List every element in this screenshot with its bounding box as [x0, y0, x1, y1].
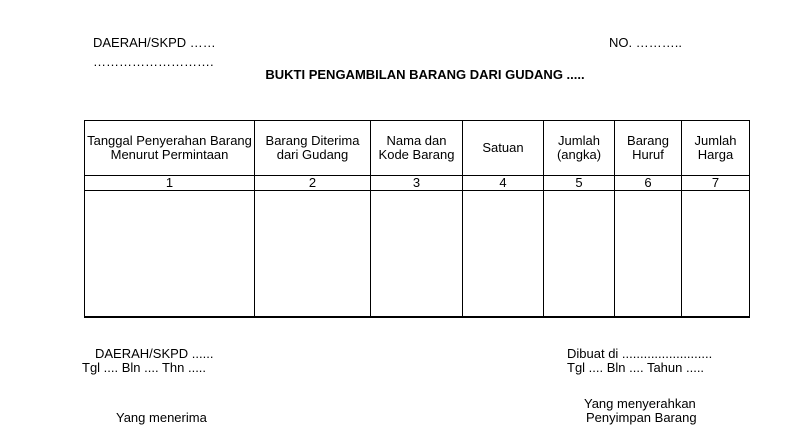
- footer-yang-menyerahkan: Yang menyerahkan: [584, 396, 696, 411]
- column-header: Barang Huruf: [615, 121, 682, 176]
- column-header: Jumlah (angka): [544, 121, 615, 176]
- table-number-row: [85, 176, 750, 191]
- table-header-row: [85, 121, 750, 176]
- goods-table: [84, 120, 750, 318]
- footer-right-date: Tgl .... Bln .... Tahun .....: [567, 360, 705, 375]
- footer-left-date: Tgl .... Bln .... Thn .....: [82, 360, 207, 375]
- table-cell: [682, 191, 750, 318]
- table-cell: [544, 191, 615, 318]
- footer-penyimpan-barang: Penyimpan Barang: [586, 410, 697, 425]
- column-number: 6: [615, 176, 682, 191]
- column-header: Satuan: [463, 121, 544, 176]
- table-row: [85, 191, 750, 318]
- document-title: BUKTI PENGAMBILAN BARANG DARI GUDANG .....: [265, 67, 585, 82]
- table-cell: [371, 191, 463, 318]
- column-header: Jumlah Harga: [682, 121, 750, 176]
- column-header: Barang Diterima dari Gudang: [255, 121, 371, 176]
- column-header: Nama dan Kode Barang: [371, 121, 463, 176]
- column-number: 1: [85, 176, 255, 191]
- table-cell: [615, 191, 682, 318]
- table-cell: [255, 191, 371, 318]
- column-number: 2: [255, 176, 371, 191]
- column-number: 3: [371, 176, 463, 191]
- document-number: NO. ………..: [609, 35, 682, 50]
- daerah-skpd-label: DAERAH/SKPD ……: [93, 35, 216, 50]
- column-number: 5: [544, 176, 615, 191]
- footer-yang-menerima: Yang menerima: [116, 410, 207, 425]
- column-number: 7: [682, 176, 750, 191]
- daerah-skpd-dots: ……………………….: [93, 54, 214, 69]
- footer-daerah-skpd: DAERAH/SKPD ......: [95, 346, 214, 361]
- table-cell: [463, 191, 544, 318]
- column-number: 4: [463, 176, 544, 191]
- column-header: Tanggal Penyerahan Barang Menurut Permintaan: [85, 121, 255, 176]
- footer-dibuat-di: Dibuat di .........................: [567, 346, 713, 361]
- table-cell: [85, 191, 255, 318]
